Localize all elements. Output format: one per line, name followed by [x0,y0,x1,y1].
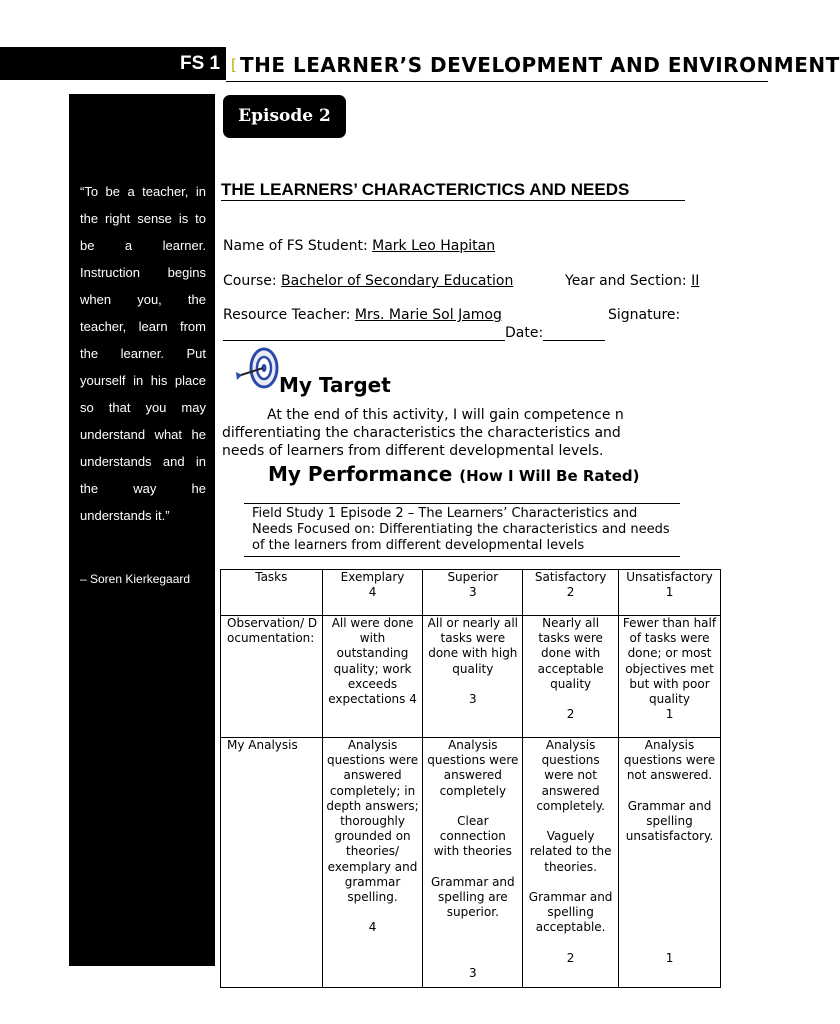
student-value: Mark Leo Hapitan [372,238,496,254]
row-satisfactory: Analysis questions were not answered completely. Vaguely related to the theories. Grammar and spelling acceptable. 2 [523,738,619,988]
performance-subtitle: (How I Will Be Rated) [459,467,640,485]
row-task: My Analysis [221,738,323,988]
course-field [223,273,513,289]
date-field [223,325,605,341]
resource-teacher-field [223,307,502,323]
course-label: Course: [223,273,282,289]
year-section-field [565,273,699,289]
sidebar-quote: “To be a teacher, in the right sense is to be a learner. Instruction begins when you, the teacher, learn from the learner. Put yourself in his place so that you may understand what he understands and in the way he understands it.” [80,184,206,523]
rubric-table [220,569,721,988]
row-task: Observation/ Documentation: [221,616,323,738]
page-title: THE LEARNER’S DEVELOPMENT AND ENVIRONMENT [240,53,840,77]
header-tasks: Tasks [221,570,323,616]
section-title: THE LEARNERS’ CHARACTERICTICS AND NEEDS [221,180,685,201]
header-satisfactory: Satisfactory 2 [523,570,619,616]
header-superior: Superior 3 [423,570,523,616]
date-blank [543,326,605,341]
header-divider [226,81,768,82]
year-label: Year and Section: [565,273,692,289]
row-superior: Analysis questions were answered completely Clear connection with theories Grammar and spelling are superior. 3 [423,738,523,988]
student-name-field [223,238,495,254]
table-row [221,738,721,988]
my-target-text: At the end of this activity, I will gain competence n differentiating the characteristics the characteristics and needs of learners from different developmental levels. [222,407,624,459]
row-unsatisfactory: Analysis questions were not answered. Grammar and spelling unsatisfactory. 1 [619,738,721,988]
year-value: II [691,273,700,289]
quote-attribution: – Soren Kierkegaard [80,572,191,586]
header-bracket: [ [231,56,237,74]
my-performance-heading [268,462,640,486]
header-exemplary: Exemplary 4 [322,570,423,616]
table-row [221,616,721,738]
course-code: FS 1 [180,53,221,74]
my-target-heading: My Target [279,373,391,397]
date-label: Date: [505,325,544,341]
header-unsatisfactory: Unsatisfactory 1 [619,570,721,616]
performance-title: My Performance [268,462,453,486]
row-exemplary: All were done with outstanding quality; work exceeds expectations 4 [322,616,423,738]
course-value: Bachelor of Secondary Education [281,273,514,289]
student-label: Name of FS Student: [223,238,373,254]
row-superior: All or nearly all tasks were done with high quality 3 [423,616,523,738]
teacher-label: Resource Teacher: [223,307,355,323]
table-header-row [221,570,721,616]
teacher-value: Mrs. Marie Sol Jamog [354,307,502,323]
row-satisfactory: Nearly all tasks were done with acceptable quality 2 [523,616,619,738]
signature-blank [223,326,505,341]
row-unsatisfactory: Fewer than half of tasks were done; or most objectives met but with poor quality 1 [619,616,721,738]
performance-focus: Field Study 1 Episode 2 – The Learners’ Characteristics and Needs Focused on: Differentiating the characteristics and needs of the learners from different developmental levels [244,503,680,557]
row-exemplary: Analysis questions were answered completely; in depth answers; thoroughly grounded on theories/ exemplary and grammar spelling. 4 [322,738,423,988]
target-icon [234,346,280,390]
episode-badge: Episode 2 [223,95,346,138]
signature-label: Signature: [608,307,681,323]
